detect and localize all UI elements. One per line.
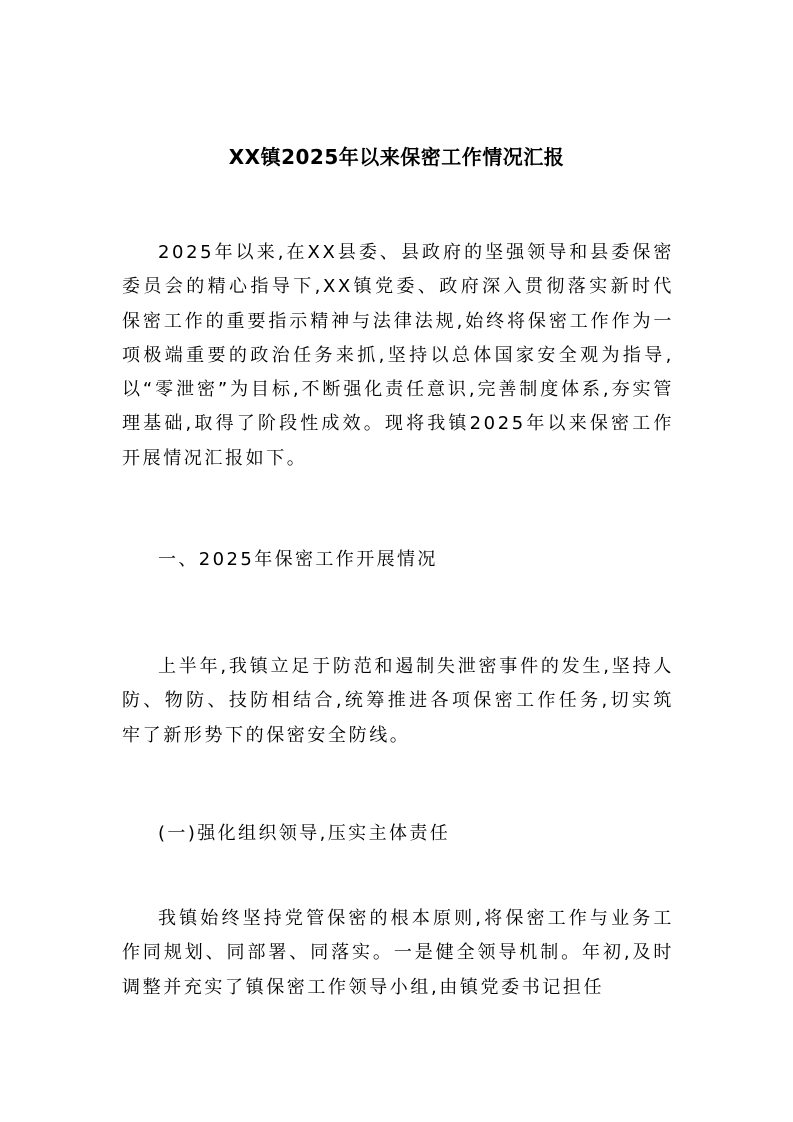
section-1-paragraph: 上半年,我镇立足于防范和遏制失泄密事件的发生,坚持人防、物防、技防相结合,统筹推进各项保密工作任务,切实筑牢了新形势下的保密安全防线。 xyxy=(122,656,674,746)
subsection-1-paragraph: 我镇始终坚持党管保密的根本原则,将保密工作与业务工作同规划、同部署、同落实。一是健全领导机制。年初,及时调整并充实了镇保密工作领导小组,由镇党委书记担任 xyxy=(122,908,674,998)
section-heading-1: 一、2025年保密工作开展情况 xyxy=(158,549,438,570)
subsection-heading-1: (一)强化组织领导,压实主体责任 xyxy=(158,823,451,844)
intro-paragraph: 2025年以来,在XX县委、县政府的坚强领导和县委保密委员会的精心指导下,XX镇党委、政府深入贯彻落实新时代保密工作的重要指示精神与法律法规,始终将保密工作作为一项极端重要的政治任务来抓,坚持以总体国家安全观为指导,以“零泄密”为目标,不断强化责任意识,完善制度体系,夯实管理基础,取得了阶段性成效。现将我镇2025年以来保密工作开展情况汇报如下。 xyxy=(122,242,674,469)
document-title: XX镇2025年以来保密工作情况汇报 xyxy=(228,145,565,170)
